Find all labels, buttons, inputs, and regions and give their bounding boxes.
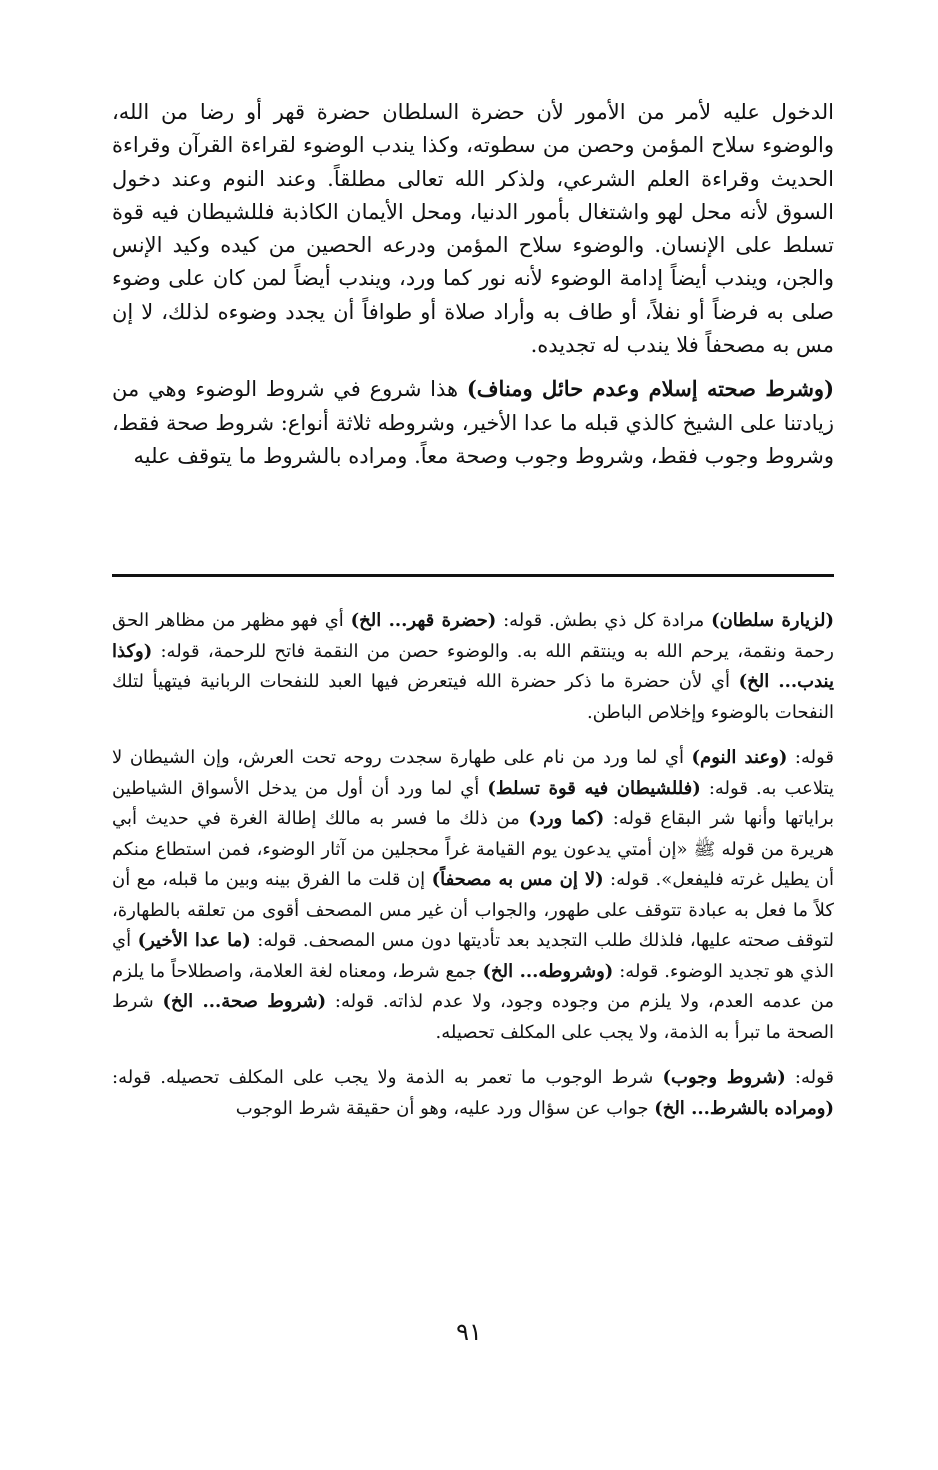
fn2-text-4: إن قلت ما الفرق بينه وبين ما قبله، مع أن كلاً ما فعل به عبادة تتوقف على طهور، والجواب أن غير مس المصحف أقوى من تعلقه بالطهارة، لتوقف صحته عليها، فلذلك طلب التجديد بعد تأديتها دون مس المصحف. قوله:	[112, 869, 835, 951]
fn2-text-0: قوله:	[787, 747, 834, 768]
main-paragraph-2-heading: (وشرط صحته إسلام وعدم حائل ومناف)	[466, 376, 834, 402]
fn2-term-4: (لا إن مس به مصحفاً)	[431, 869, 604, 890]
fn2-text-6: جمع شرط، ومعناه لغة العلامة، واصطلاحاً ما يلزم من عدمه العدم، ولا يلزم من وجوده وجود، ولا عدم لذاته. قوله:	[112, 960, 834, 1012]
fn2-text-5: أي الذي هو تجديد الوضوء. قوله:	[112, 930, 834, 982]
fn1-text-1: مرادة كل ذي بطش. قوله:	[496, 610, 712, 631]
main-paragraph-2	[112, 372, 834, 473]
fn1-text-3: أي لأن حضرة ما ذكر حضرة الله فيتعرض فيها العبد للنفحات الربانية فيتهيأ لتلك النفحات بالوضوء وإخلاص الباطن.	[112, 671, 834, 723]
fn2-term-5: (ما عدا الأخير)	[137, 930, 251, 951]
fn2-term-3: (كما ورد)	[528, 808, 605, 829]
footnote-separator	[112, 574, 834, 577]
fn1-text-2: أي فهو مظهر من مظاهر الحق رحمة ونقمة، يرحم الله به وينتقم الله به. والوضوء حصن من النقمة فاتح للرحمة، قوله:	[112, 610, 834, 662]
fn2-text-3: من ذلك ما فسر به مالك إطالة الغرة في حديث أبي هريرة من قوله ﷺ «إن أمتي يدعون يوم القيامة غراً محجلين من آثار الوضوء، فمن استطاع منكم أن يطيل غرته فليفعل». قوله:	[112, 808, 834, 890]
fn3-text-2: جواب عن سؤال ورد عليه، وهو أن حقيقة شرط الوجوب	[235, 1097, 655, 1119]
footnote-2	[112, 743, 834, 1048]
fn1-term-1: (لزيارة سلطان)	[711, 610, 835, 631]
fn2-text-7: شرط الصحة ما تبرأ به الذمة، ولا يجب على المكلف تحصيله.	[112, 991, 834, 1043]
page-number: ٩١	[456, 1318, 482, 1346]
footnote-3	[112, 1063, 834, 1124]
fn3-term-2: (ومراده بالشرط... الخ)	[654, 1097, 834, 1119]
main-text	[112, 96, 834, 473]
fn2-text-1: أي لما ورد من نام على طهارة سجدت روحه تحت العرش، وإن الشيطان لا يتلاعب به. قوله:	[112, 747, 834, 799]
footnote-1	[112, 606, 834, 728]
fn2-term-6: (وشروطه... الخ)	[482, 960, 614, 982]
fn2-term-7: (شروط صحة... الخ)	[162, 991, 327, 1012]
main-paragraph-2-text: هذا شروع في شروط الوضوء وهي من زيادتنا على الشيخ كالذي قبله ما عدا الأخير، وشروطه ثلاثة أنواع: شروط صحة فقط، وشروط وجوب فقط، وشروط وجوب وصحة معاً. ومراده بالشروط ما يتوقف عليه	[112, 377, 834, 468]
fn3-term-1: (شروط وجوب)	[662, 1067, 786, 1088]
fn1-term-3: (وكذا يندب... الخ)	[112, 640, 834, 692]
main-paragraph-1: الدخول عليه لأمر من الأمور لأن حضرة السلطان حضرة قهر أو رضا من الله، والوضوء سلاح المؤمن وحصن من سطوته، وكذا يندب الوضوء لقراءة القرآن وقراءة الحديث وقراءة العلم الشرعي، ولذكر الله تعالى مطلقاً. وعند النوم وعند دخول السوق لأنه محل لهو واشتغال بأمور الدنيا، ومحل الأيمان الكاذبة فللشيطان فيه قوة تسلط على الإنسان. والوضوء سلاح المؤمن ودرعه الحصين من كيده وكيد الإنس والجن، ويندب أيضاً إدامة الوضوء لأنه نور كما ورد، ويندب أيضاً لمن كان على وضوء صلى به فرضاً أو نفلاً، أو طاف به وأراد صلاة أو طوافاً أن يجدد وضوءه لذلك، لا إن مس به مصحفاً فلا يندب له تجديده.	[112, 100, 834, 358]
fn2-term-1: (وعند النوم)	[691, 747, 788, 768]
fn2-term-2: (فللشيطان فيه قوة تسلط)	[487, 777, 701, 799]
fn3-text-1: شرط الوجوب ما تعمر به الذمة ولا يجب على المكلف تحصيله. قوله:	[112, 1067, 663, 1088]
page-content	[112, 96, 834, 1396]
footnotes	[112, 606, 834, 1124]
fn3-text-0: قوله:	[785, 1067, 835, 1088]
fn1-term-2: (حضرة قهر... الخ)	[350, 610, 497, 631]
fn2-text-2: أي لما ورد أن أول من يدخل الأسواق الشياطين براياتها وأنها شر البقاع قوله:	[112, 777, 834, 829]
